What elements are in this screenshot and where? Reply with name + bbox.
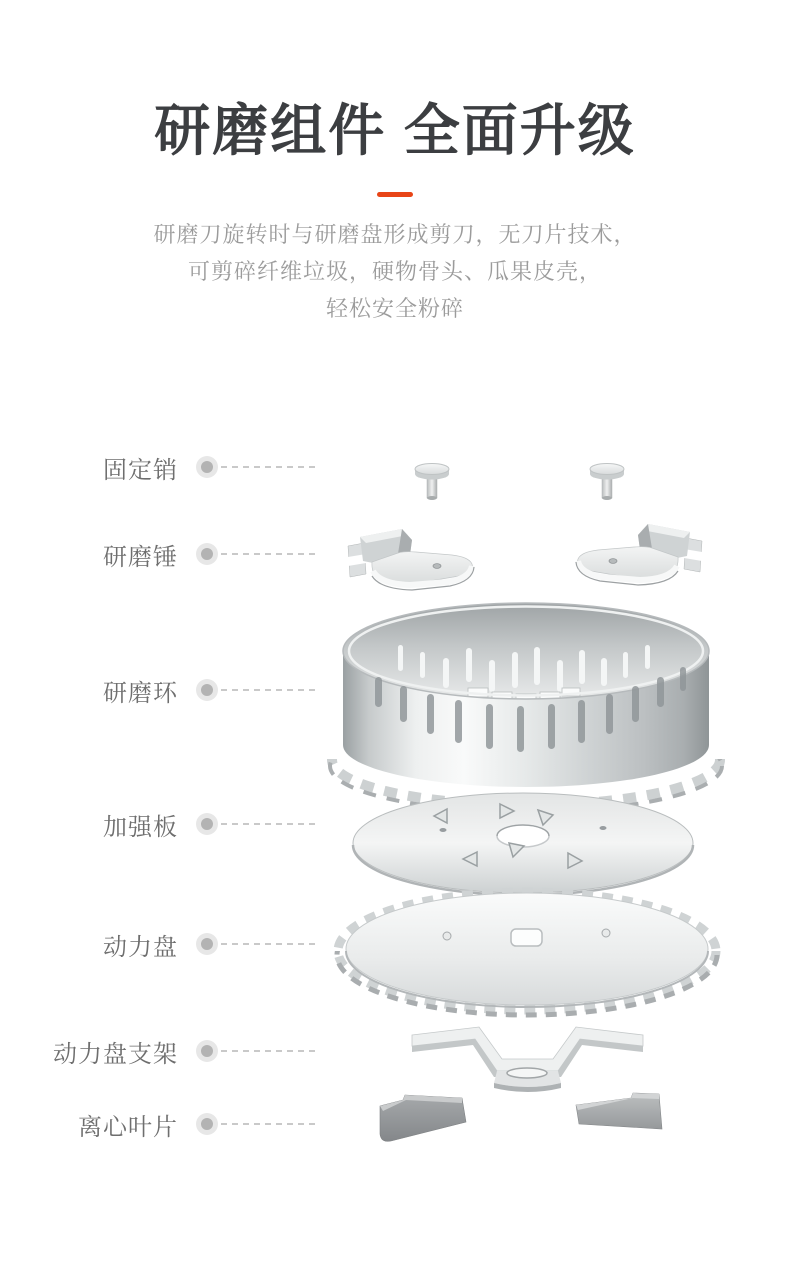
dot-marker-icon — [196, 813, 218, 835]
label-row-power-disc-bracket — [0, 1034, 317, 1068]
leader-line — [221, 1050, 317, 1052]
leader-line — [221, 553, 317, 555]
description — [0, 216, 790, 327]
leader-line — [221, 466, 317, 468]
power-disc — [337, 892, 717, 1015]
label-row-reinforcement-plate — [0, 807, 317, 841]
leader-line — [221, 943, 317, 945]
part-label: 研磨环 — [103, 679, 178, 707]
leader-line — [221, 1123, 317, 1125]
label-row-grinding-ring — [0, 673, 317, 707]
exploded-diagram — [0, 420, 790, 1285]
grinding-ring — [330, 603, 722, 812]
page-title: 研磨组件 全面升级 — [154, 99, 636, 162]
grinding-hammer — [348, 524, 702, 590]
dot-marker-icon — [196, 456, 218, 478]
part-label: 研磨锤 — [103, 543, 178, 571]
description-line: 研磨刀旋转时与研磨盘形成剪刀，无刀片技术， — [153, 221, 637, 247]
dot-marker-icon — [196, 1040, 218, 1062]
section-header — [0, 0, 790, 420]
dot-marker-icon — [196, 679, 218, 701]
reinforcement-plate — [353, 793, 693, 895]
accent-divider — [377, 192, 413, 197]
part-label: 固定销 — [103, 456, 178, 484]
label-row-grinding-hammer — [0, 537, 317, 571]
centrifugal-blade — [380, 1093, 662, 1141]
part-label: 离心叶片 — [78, 1113, 178, 1141]
power-disc-bracket — [412, 1027, 643, 1092]
label-row-power-disc — [0, 927, 317, 961]
description-line: 可剪碎纤维垃圾，硬物骨头、瓜果皮壳， — [187, 258, 602, 284]
leader-line — [221, 823, 317, 825]
dot-marker-icon — [196, 543, 218, 565]
dot-marker-icon — [196, 1113, 218, 1135]
dot-marker-icon — [196, 933, 218, 955]
fixing-pin — [415, 464, 624, 501]
leader-line — [221, 689, 317, 691]
label-row-centrifugal-blade — [0, 1107, 317, 1141]
label-row-fixing-pin — [0, 450, 317, 484]
part-label: 加强板 — [103, 813, 178, 841]
part-label: 动力盘 — [103, 933, 178, 961]
part-label: 动力盘支架 — [53, 1040, 178, 1068]
description-line: 轻松安全粉碎 — [325, 295, 464, 321]
